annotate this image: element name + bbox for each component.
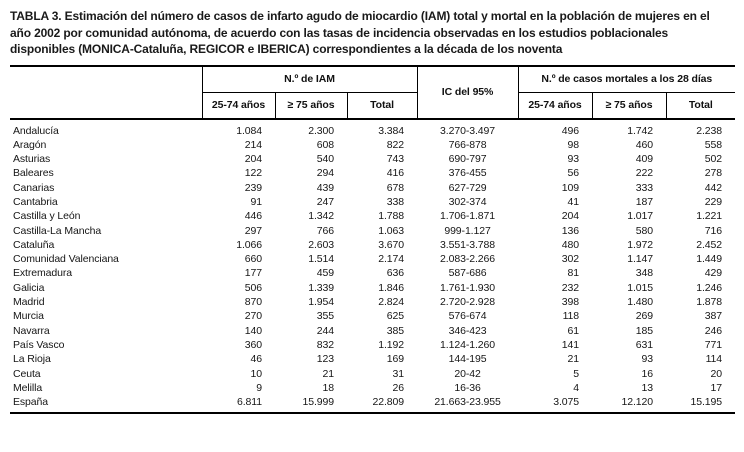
- cell-value: 1.342: [308, 210, 334, 223]
- cell-value: 387: [704, 310, 723, 323]
- table-row: [10, 324, 735, 338]
- cell-value: 1.015: [627, 281, 654, 294]
- cell-value: 93: [567, 153, 580, 166]
- cell-value: 61: [567, 324, 580, 337]
- table-header: [10, 66, 735, 119]
- header-group-row: [10, 66, 735, 93]
- cell-value: 91: [250, 195, 262, 208]
- cell-value: 9: [256, 381, 262, 394]
- cell-value: 185: [635, 324, 654, 337]
- cell-ic95: 20-42: [454, 367, 481, 380]
- cell-value: 446: [244, 210, 262, 223]
- cell-value: 6.811: [237, 396, 262, 409]
- cell-value: 822: [386, 138, 405, 151]
- cell-value: 870: [244, 296, 262, 309]
- cell-ic95: 587-686: [448, 267, 487, 280]
- cell-value: 496: [561, 124, 580, 137]
- cell-ic95: 1.706-1.871: [440, 210, 495, 223]
- cell-value: 114: [705, 353, 723, 366]
- cell-value: 3.384: [378, 124, 405, 137]
- cell-value: 270: [244, 310, 262, 323]
- cell-value: 12.120: [621, 396, 654, 409]
- row-label: Castilla-La Mancha: [13, 224, 102, 237]
- header-empty-cell: [10, 66, 202, 119]
- cell-value: 608: [316, 138, 334, 151]
- data-table: [10, 65, 735, 415]
- cell-ic95: 2.720-2.928: [440, 296, 495, 309]
- cell-value: 355: [316, 310, 334, 323]
- cell-value: 429: [704, 267, 723, 280]
- row-label: Navarra: [13, 324, 50, 337]
- table-row: [10, 238, 735, 252]
- cell-value: 4: [573, 381, 580, 394]
- cell-ic95: 576-674: [448, 310, 487, 323]
- cell-value: 229: [704, 195, 723, 208]
- table-row: [10, 119, 735, 138]
- cell-value: 678: [386, 181, 405, 194]
- cell-value: 18: [322, 381, 334, 394]
- cell-ic95: 627-729: [448, 181, 487, 194]
- cell-value: 1.742: [627, 124, 654, 137]
- cell-value: 21: [567, 353, 580, 366]
- cell-value: 716: [704, 224, 723, 237]
- cell-value: 409: [635, 153, 654, 166]
- table-row: [10, 224, 735, 238]
- cell-value: 122: [244, 167, 262, 180]
- table-row: [10, 338, 735, 352]
- cell-value: 222: [635, 167, 654, 180]
- cell-value: 832: [316, 338, 334, 351]
- cell-value: 136: [561, 224, 580, 237]
- cell-ic95: 3.270-3.497: [440, 124, 495, 137]
- cell-value: 2.174: [378, 253, 405, 266]
- cell-value: 442: [704, 181, 723, 194]
- cell-value: 631: [635, 338, 654, 351]
- cell-ic95: 766-878: [448, 138, 487, 151]
- cell-value: 506: [244, 281, 262, 294]
- cell-value: 771: [704, 338, 723, 351]
- cell-ic95: 302-374: [448, 195, 487, 208]
- row-label: Comunidad Valenciana: [13, 253, 119, 266]
- cell-value: 743: [386, 153, 405, 166]
- subheader-iam-total: Total: [347, 92, 417, 119]
- table-row: [10, 138, 735, 152]
- cell-value: 187: [635, 195, 654, 208]
- cell-value: 460: [635, 138, 654, 151]
- cell-value: 98: [567, 138, 580, 151]
- cell-value: 1.084: [236, 124, 262, 137]
- table-body: [10, 119, 735, 414]
- cell-value: 26: [392, 381, 405, 394]
- table-row: [10, 181, 735, 195]
- cell-ic95: 21.663-23.955: [434, 396, 501, 409]
- cell-value: 333: [635, 181, 654, 194]
- cell-value: 580: [635, 224, 654, 237]
- cell-value: 247: [316, 195, 334, 208]
- cell-value: 348: [635, 267, 654, 280]
- cell-value: 81: [567, 267, 580, 280]
- table-row: [10, 152, 735, 166]
- cell-value: 214: [244, 138, 262, 151]
- table-row: [10, 381, 735, 395]
- table-row: [10, 195, 735, 209]
- cell-value: 56: [567, 167, 580, 180]
- cell-value: 439: [316, 181, 334, 194]
- cell-ic95: 690-797: [448, 153, 487, 166]
- cell-ic95: 999-1.127: [444, 224, 491, 237]
- row-label: Ceuta: [13, 367, 41, 380]
- cell-value: 416: [386, 167, 405, 180]
- cell-value: 93: [641, 353, 654, 366]
- table-row: [10, 309, 735, 323]
- cell-value: 1.954: [308, 296, 334, 309]
- cell-value: 204: [561, 210, 580, 223]
- cell-value: 2.452: [696, 238, 723, 251]
- row-label: Galicia: [13, 281, 45, 294]
- cell-value: 338: [386, 195, 405, 208]
- cell-value: 398: [561, 296, 580, 309]
- cell-value: 1.246: [696, 281, 723, 294]
- cell-value: 1.063: [378, 224, 405, 237]
- cell-value: 246: [704, 324, 723, 337]
- table-row: [10, 367, 735, 381]
- cell-ic95: 1.761-1.930: [440, 281, 495, 294]
- cell-value: 459: [316, 267, 334, 280]
- cell-value: 5: [573, 367, 580, 380]
- cell-value: 660: [244, 253, 262, 266]
- row-label: España: [13, 396, 49, 409]
- cell-value: 1.449: [696, 253, 723, 266]
- cell-value: 1.514: [308, 253, 334, 266]
- cell-value: 1.066: [236, 238, 262, 251]
- cell-value: 297: [244, 224, 262, 237]
- cell-value: 22.809: [372, 396, 405, 409]
- row-label: Castilla y León: [13, 210, 81, 223]
- header-group-mortales: N.º de casos mortales a los 28 días: [518, 66, 735, 93]
- cell-value: 41: [567, 195, 580, 208]
- table-row: [10, 252, 735, 266]
- table-title: TABLA 3. Estimación del número de casos de infarto agudo de miocardio (IAM) total y mortal en la población de mujeres en el año 2002 por comunidad autónoma, de acuerdo con las tasas de incidencia observadas en los estudios poblacionales disponibles (MONICA-Cataluña, REGICOR e IBERICA) correspondientes a la década de los noventa: [10, 9, 710, 56]
- cell-value: 294: [316, 167, 334, 180]
- cell-value: 1.147: [627, 253, 654, 266]
- cell-value: 278: [704, 167, 723, 180]
- cell-value: 17: [710, 381, 723, 394]
- cell-value: 558: [704, 138, 723, 151]
- cell-value: 16: [641, 367, 654, 380]
- cell-value: 244: [316, 324, 334, 337]
- cell-value: 385: [386, 324, 405, 337]
- cell-value: 1.788: [378, 210, 405, 223]
- cell-value: 204: [244, 153, 262, 166]
- cell-ic95: 2.083-2.266: [440, 253, 495, 266]
- row-label: Asturias: [13, 153, 51, 166]
- cell-ic95: 376-455: [448, 167, 487, 180]
- row-label: País Vasco: [13, 338, 65, 351]
- cell-value: 625: [386, 310, 405, 323]
- cell-value: 1.878: [696, 296, 723, 309]
- cell-value: 20: [710, 367, 723, 380]
- cell-value: 13: [641, 381, 654, 394]
- cell-value: 140: [244, 324, 262, 337]
- row-label: Melilla: [13, 381, 43, 394]
- cell-ic95: 1.124-1.260: [440, 338, 495, 351]
- cell-value: 1.017: [627, 210, 654, 223]
- cell-ic95: 346-423: [448, 324, 487, 337]
- row-label: Baleares: [13, 167, 54, 180]
- row-label: Andalucía: [13, 124, 59, 137]
- cell-value: 502: [704, 153, 723, 166]
- cell-value: 46: [250, 353, 262, 366]
- cell-value: 3.670: [378, 238, 405, 251]
- cell-value: 1.192: [378, 338, 405, 351]
- row-label: Aragón: [13, 138, 47, 151]
- cell-value: 31: [392, 367, 405, 380]
- row-label: La Rioja: [13, 353, 51, 366]
- table-row: [10, 352, 735, 366]
- cell-ic95: 144-195: [448, 353, 487, 366]
- cell-ic95: 16-36: [454, 381, 481, 394]
- subheader-iam-25-74: 25-74 años: [202, 92, 275, 119]
- cell-value: 3.075: [553, 396, 580, 409]
- cell-value: 141: [561, 338, 580, 351]
- cell-value: 239: [244, 181, 262, 194]
- row-label: Canarias: [13, 181, 55, 194]
- cell-value: 2.238: [696, 124, 723, 137]
- cell-value: 302: [561, 253, 580, 266]
- table-row: [10, 395, 735, 413]
- table-row: [10, 266, 735, 280]
- cell-value: 2.824: [378, 296, 405, 309]
- cell-value: 480: [561, 238, 580, 251]
- table-row: [10, 295, 735, 309]
- subheader-mortales-total: Total: [666, 92, 735, 119]
- cell-value: 1.221: [696, 210, 723, 223]
- cell-value: 177: [244, 267, 262, 280]
- row-label: Murcia: [13, 310, 44, 323]
- table-row: [10, 209, 735, 223]
- cell-value: 15.195: [690, 396, 723, 409]
- cell-value: 10: [250, 367, 262, 380]
- cell-value: 2.603: [308, 238, 334, 251]
- cell-value: 1.846: [378, 281, 405, 294]
- cell-value: 360: [244, 338, 262, 351]
- cell-value: 636: [386, 267, 405, 280]
- cell-value: 123: [316, 353, 334, 366]
- cell-value: 1.480: [627, 296, 654, 309]
- cell-value: 540: [316, 153, 334, 166]
- cell-value: 269: [635, 310, 654, 323]
- cell-value: 2.300: [308, 124, 334, 137]
- row-label: Madrid: [13, 296, 45, 309]
- subheader-iam-75: ≥ 75 años: [275, 92, 347, 119]
- cell-ic95: 3.551-3.788: [440, 238, 495, 251]
- row-label: Extremadura: [13, 267, 73, 280]
- table-row: [10, 281, 735, 295]
- header-ic95: IC del 95%: [417, 66, 518, 119]
- cell-value: 15.999: [302, 396, 334, 409]
- subheader-mortales-25-74: 25-74 años: [518, 92, 592, 119]
- row-label: Cataluña: [13, 238, 55, 251]
- table-row: [10, 166, 735, 180]
- cell-value: 1.339: [308, 281, 334, 294]
- row-label: Cantabria: [13, 195, 58, 208]
- cell-value: 766: [316, 224, 334, 237]
- subheader-mortales-75: ≥ 75 años: [592, 92, 666, 119]
- cell-value: 118: [562, 310, 580, 323]
- cell-value: 21: [322, 367, 334, 380]
- cell-value: 169: [386, 353, 405, 366]
- cell-value: 1.972: [627, 238, 654, 251]
- cell-value: 232: [561, 281, 580, 294]
- cell-value: 109: [561, 181, 580, 194]
- header-group-iam: N.º de IAM: [202, 66, 417, 93]
